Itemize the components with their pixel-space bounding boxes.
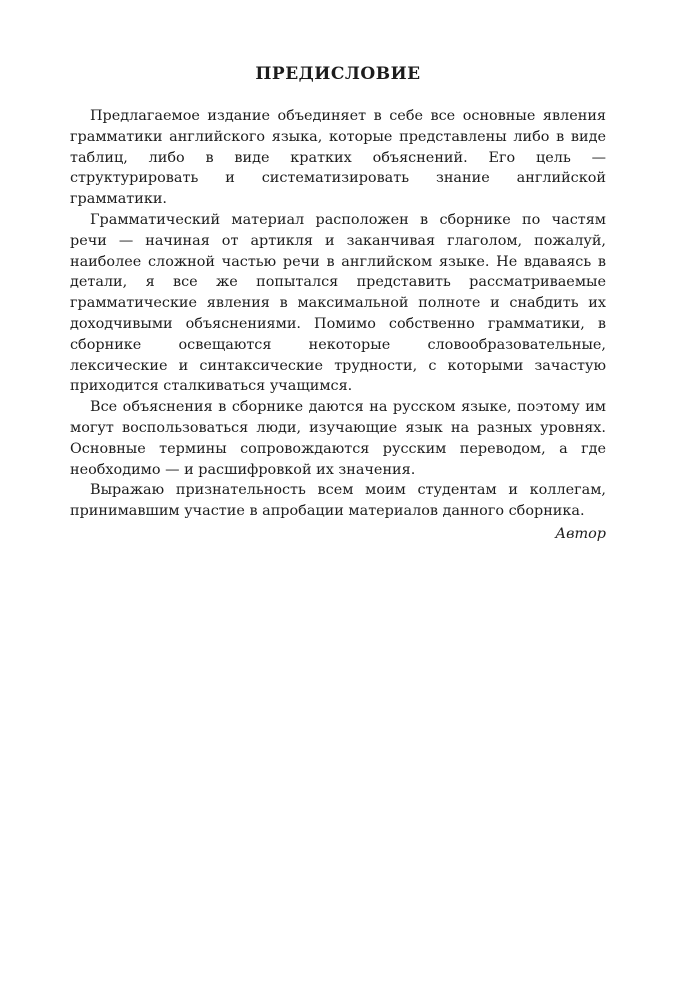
paragraph-2: Грамматический материал расположен в сборнике по частям речи — начиная от артикля и заканчивая глаголом, пожалуй, наиболее сложной частью речи в английском языке. Не вдаваясь в детали, я все же попытался представить рассматриваемые грамматические явления в максимальной полноте и снабдить их доходчивыми объяснениями. Помимо собственно грамматики, в сборнике освещаются некоторые словообразовательные, лексические и синтаксические трудности, с которыми зачастую приходится сталкиваться учащимся.	[70, 211, 606, 395]
paragraph-4: Выражаю признательность всем моим студентам и коллегам, принимавшим участие в апробации материалов данного сборника.	[70, 482, 606, 520]
paragraph-3: Все объяснения в сборнике даются на русском языке, поэтому им могут воспользоваться люди, изучающие язык на разных уровнях. Основные термины сопровождаются русским переводом, а где необходимо — и расшифровкой их значения.	[70, 399, 606, 478]
page-title: ПРЕДИСЛОВИЕ	[255, 64, 421, 84]
author-signature: Автор	[555, 525, 606, 542]
document-page	[70, 62, 606, 545]
paragraph-1: Предлагаемое издание объединяет в себе все основные явления грамматики английского языка, которые представлены либо в виде таблиц, либо в виде кратких объяснений. Его цель — структурировать и систематизировать знание английской грамматики.	[70, 108, 606, 208]
